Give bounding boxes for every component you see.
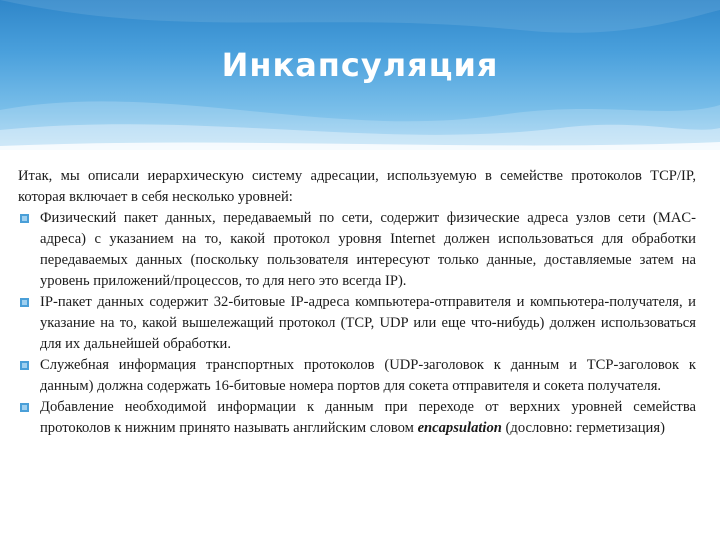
bullet-text: Служебная информация транспортных протоколов (UDP-заголовок к данным и TCP-заголовок к данным) должна содержать 16-битовые номера портов для сокета отправителя и сокета получателя. [40, 357, 696, 394]
slide-body [18, 166, 696, 439]
list-item [18, 208, 696, 292]
bullet-text [40, 399, 696, 436]
bullet-text: IP-пакет данных содержит 32-битовые IP-адреса компьютера-отправителя и компьютера-получателя, и указание на то, какой вышележащий протокол (TCP, UDP или еще что-нибудь) должен использоваться для их дальнейшей обработки. [40, 294, 696, 352]
list-item [18, 355, 696, 397]
slide-header [0, 0, 720, 150]
list-item [18, 397, 696, 439]
slide-title: Инкапсуляция [221, 46, 499, 84]
bullet-text-part: (дословно: герметизация) [501, 420, 665, 436]
bullet-list [18, 208, 696, 439]
intro-paragraph: Итак, мы описали иерархическую систему адресации, используемую в семействе протоколов TCP/IP, которая включает в себя несколько уровней: [18, 168, 696, 205]
emphasized-term: encapsulation [417, 420, 502, 436]
square-bullet-icon [20, 298, 29, 307]
square-bullet-icon [20, 403, 29, 412]
bullet-text: Физический пакет данных, передаваемый по сети, содержит физические адреса узлов сети (MAC-адреса) с указанием на то, какой протокол уровня Internet должен использоваться для обработки передаваемых данных (поскольку пользователя интересуют только данные, доставляемые затем на уровень приложений/процессов, то для него это всегда IP). [40, 210, 696, 289]
square-bullet-icon [20, 214, 29, 223]
square-bullet-icon [20, 361, 29, 370]
list-item [18, 292, 696, 355]
bullet-text-part: Добавление необходимой информации к данным при переходе от верхних уровней семейства протоколов к нижним принято называть английским словом [40, 399, 696, 436]
